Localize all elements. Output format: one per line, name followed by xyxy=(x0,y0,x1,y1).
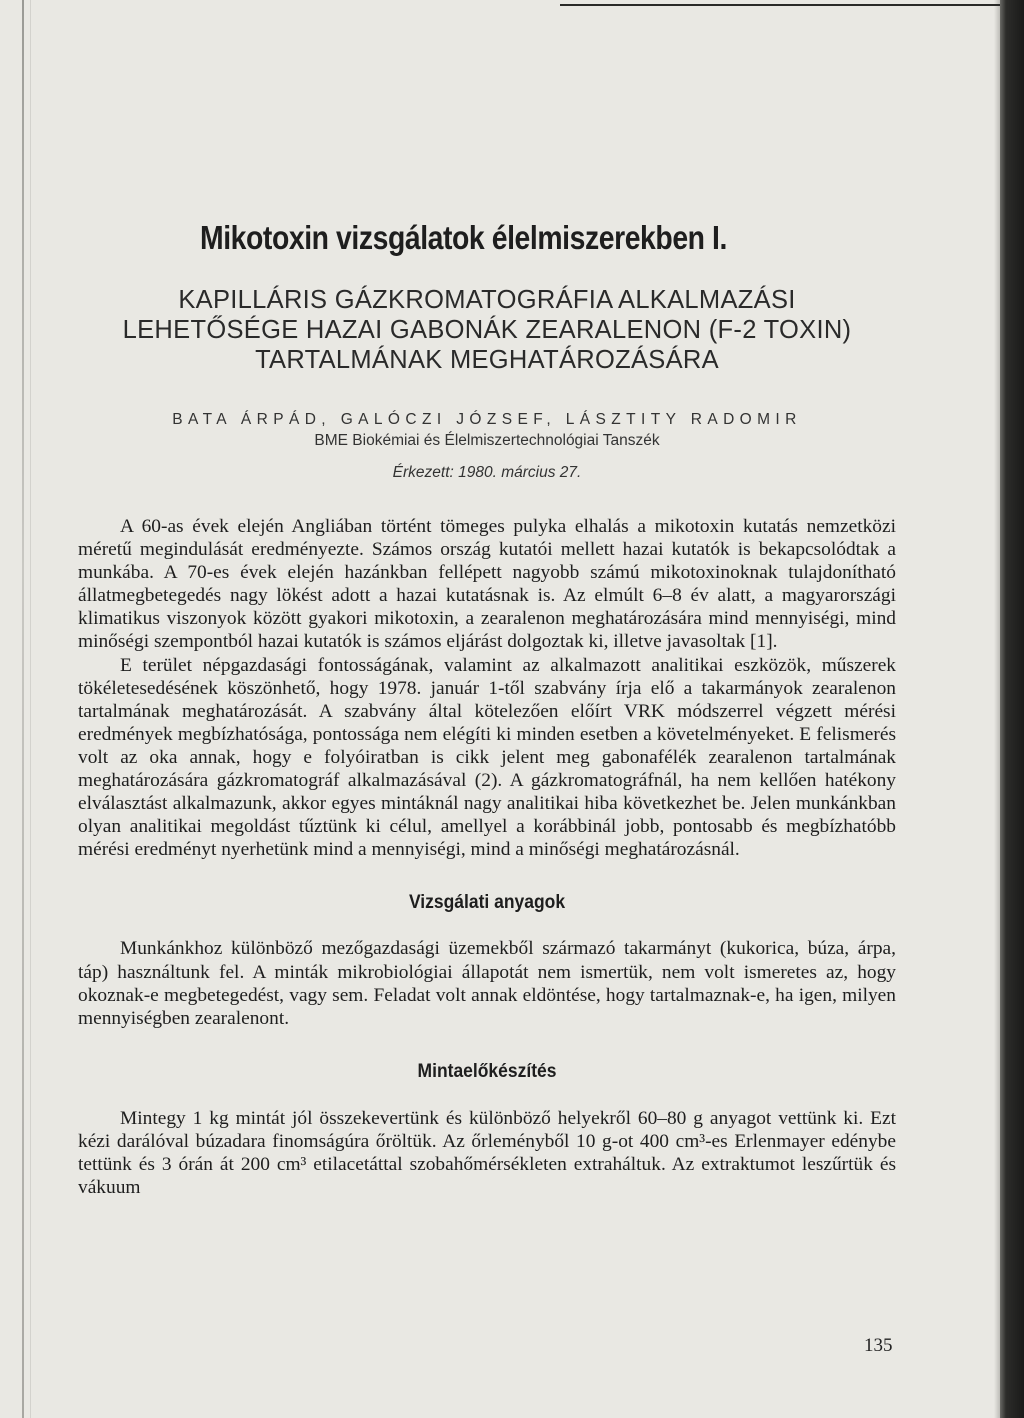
paragraph: Munkánkhoz különböző mezőgazdasági üzemekből származó takarmányt (kukorica, búza, árpa, táp) használtunk fel. A minták mikrobiológiai állapotát nem ismertük, nem volt ismeretes az, hogy okoznak-e megbetegedést, vagy sem. Feladat volt annak eldöntése, hogy tartalmaznak-e, ha igen, milyen mennyiségben zearalenont. xyxy=(78,938,896,1029)
section-heading: Vizsgálati anyagok xyxy=(408,892,566,914)
subtitle-line: LEHETŐSÉGE HAZAI GABONÁK ZEARALENON (F-2 TOXIN) xyxy=(122,316,852,344)
page-edge-right xyxy=(1000,0,1024,1418)
introduction xyxy=(78,515,896,861)
article xyxy=(78,210,896,1199)
paragraph: A 60-as évek elején Angliában történt tömeges pulyka elhalás a mikotoxin kutatás nemzetközi méretű megindulását eredményezte. Számos ország kutatói mellett hazai kutatók is bekapcsolódtak a munkába. A 70-es évek elején hazánkban fellépett nagyobb számú mikotoxinoknak tulajdonítható állatmegbetegedés nagy lökést adott a hazai kutatásnak is. Az elmúlt 6–8 év alatt, a magyarországi klimatikus viszonyok között gyakori mikotoxin, a zearalenon meghatározására mind mennyiségi, mind minőségi szempontból hazai kutatók is számos eljárást dolgoztak ki, illetve javasoltak [1]. xyxy=(78,516,896,653)
section-preparation xyxy=(78,1107,896,1199)
paragraph: Mintegy 1 kg mintát jól összekevertünk és különböző helyekről 60–80 g anyagot vettünk ki. Ezt kézi darálóval búzadara finomságúra őröltük. Az őrleményből 10 g-ot 400 cm³-es Erlenmayer edénybe tettünk és 3 órán át 200 cm³ etilacetáttal szobahőmérsékleten extraháltuk. Az extraktumot leszűrtük és vákuum xyxy=(78,1107,896,1199)
page-edge-left xyxy=(22,0,24,1418)
subtitle-line: KAPILLÁRIS GÁZKROMATOGRÁFIA ALKALMAZÁSI xyxy=(178,286,796,314)
page-edge-line xyxy=(30,0,31,1418)
article-subtitle xyxy=(78,285,896,375)
paragraph: E terület népgazdasági fontosságának, valamint az alkalmazott analitikai eszközök, műszerek tökéletesedésének köszönhető, hogy 1978. január 1-től szabvány írja elő a takarmányok zearalenon tartalmának meghatározását. A szabvány által kötelezően előírt VRK módszerrel végzett mérési eredmények megbízhatósága, pontossága nem elégíti ki minden esetben a követelményeket. E felismerés volt az oka annak, hogy e folyóiratban is cikk jelent meg gabonafélék zearalenon tartalmának meghatározására gázkromatográf alkalmazásával (2). A gázkromatográfnál, ha nem kellően hatékony elválasztást alkalmazunk, akkor egyes mintáknál nagy analitikai hiba következhet be. Jelen munkánkban olyan analitikai megoldást tűztünk ki célul, amellyel a korábbinál jobb, pontosabb és megbízhatóbb mérési eredményt nyerhetünk mind a mennyiségi, mind a minőségi meghatározásnál. xyxy=(78,654,896,861)
received-date xyxy=(78,464,896,482)
section-heading: Mintaelőkészítés xyxy=(417,1060,557,1082)
authors: BATA ÁRPÁD, GALÓCZI JÓZSEF, LÁSZTITY RADOMIR xyxy=(172,411,802,428)
received-date-value: 1980. március 27. xyxy=(458,464,582,481)
top-rule xyxy=(560,4,1000,6)
section-materials xyxy=(78,937,896,1029)
received-label: Érkezett: xyxy=(392,464,454,481)
affiliation: BME Biokémiai és Élelmiszertechnológiai Tanszék xyxy=(314,432,660,449)
page-number: 135 xyxy=(864,1335,893,1356)
article-title: Mikotoxin vizsgálatok élelmiszerekben I. xyxy=(200,219,727,256)
subtitle-line: TARTALMÁNAK MEGHATÁROZÁSÁRA xyxy=(255,346,719,374)
